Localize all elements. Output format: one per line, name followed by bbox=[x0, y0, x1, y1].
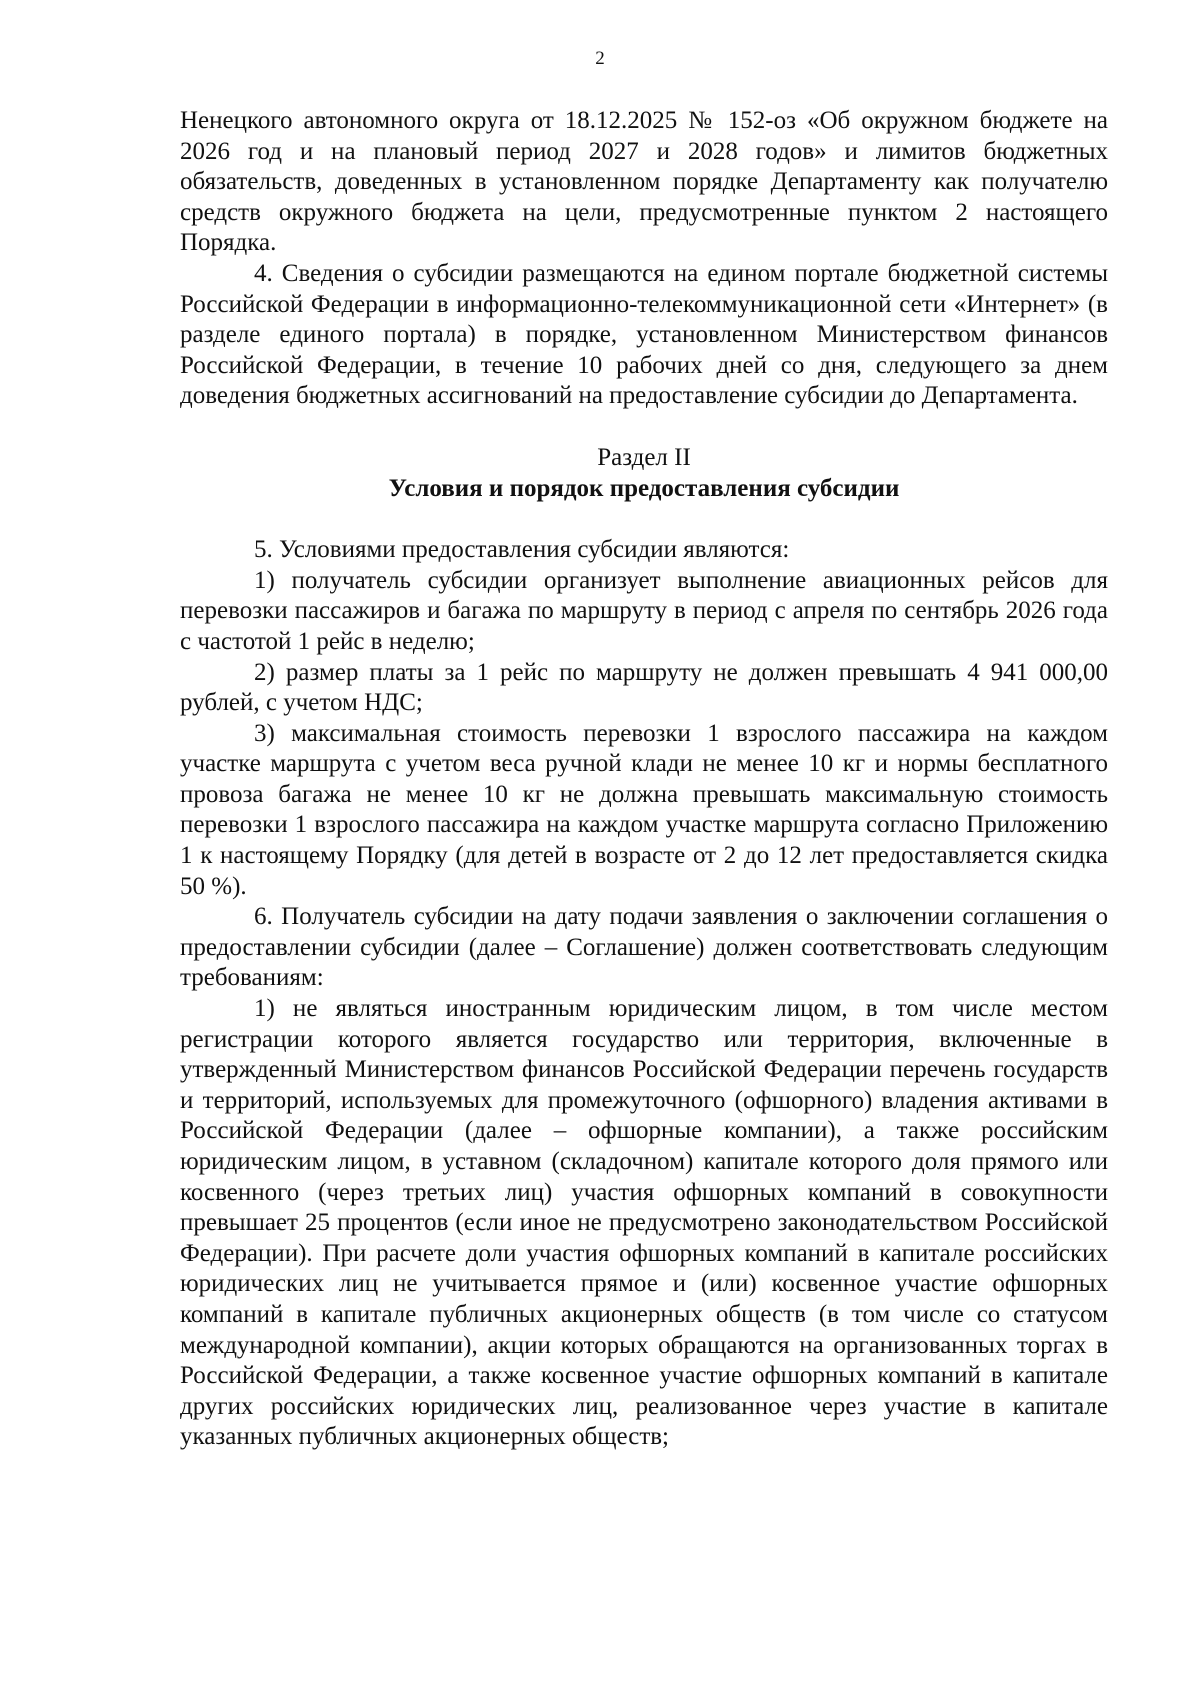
paragraph-item-5-2: 2) размер платы за 1 рейс по маршруту не должен превышать 4 941 000,00 рублей, с учетом НДС; bbox=[180, 658, 1108, 717]
paragraph-item-6-1: 1) не являться иностранным юридическим лицом, в том числе местом регистрации которого является государство или территория, включенные в утвержденный Министерством финансов Российской Федерации перечень государств и территорий, используемых для промежуточного (офшорного) владения активами в Российской Федерации (далее – офшорные компании), а также российским юридическим лицом, в уставном (складочном) капитале которого доля прямого или косвенного (через третьих лиц) участия офшорных компаний в совокупности превышает 25 процентов (если иное не предусмотрено законодательством Российской Федерации). При расчете доли участия офшорных компаний в капитале российских юридических лиц не учитывается прямое и (или) косвенное участие офшорных компаний в капитале публичных акционерных обществ (в том числе со статусом международной компании), акции которых обращаются на организованных торгах в Российской Федерации, а также косвенное участие офшорных компаний в капитале других российских юридических лиц, реализованное через участие в капитале указанных публичных акционерных обществ; bbox=[180, 995, 1108, 1451]
section-label: Раздел II bbox=[597, 443, 691, 471]
paragraph-item-6: 6. Получатель субсидии на дату подачи заявления о заключении соглашения о предоставлении субсидии (далее – Соглашение) должен соответствовать следующим требованиям: bbox=[180, 903, 1108, 992]
document-body bbox=[180, 106, 1108, 1453]
paragraph-budget-continuation: Ненецкого автономного округа от 18.12.2025 № 152-оз «Об окружном бюджете на 2026 год и на плановый период 2027 и 2028 годов» и лимитов бюджетных обязательств, доведенных в установленном порядке Департаменту как получателю средств окружного бюджета на цели, предусмотренные пунктом 2 настоящего Порядка. bbox=[180, 107, 1108, 257]
section-title: Условия и порядок предоставления субсидии bbox=[388, 474, 900, 502]
paragraph-item-4: 4. Сведения о субсидии размещаются на едином портале бюджетной системы Российской Федерации в информационно-телекоммуникационной сети «Интернет» (в разделе единого портала) в порядке, установленном Министерством финансов Российской Федерации, в течение 10 рабочих дней со дня, следующего за днем доведения бюджетных ассигнований на предоставление субсидии до Департамента. bbox=[180, 259, 1108, 410]
paragraph-item-5-1: 1) получатель субсидии организует выполнение авиационных рейсов для перевозки пассажиров и багажа по маршруту в период с апреля по сентябрь 2026 года с частотой 1 рейс в неделю; bbox=[180, 566, 1108, 655]
page-number: 2 bbox=[595, 48, 605, 69]
paragraph-item-5-3: 3) максимальная стоимость перевозки 1 взрослого пассажира на каждом участке маршрута с учетом веса ручной клади не менее 10 кг и нормы бесплатного провоза багажа не менее 10 кг не должна превышать максимальную стоимость перевозки 1 взрослого пассажира на каждом участке маршрута согласно Приложению 1 к настоящему Порядку (для детей в возрасте от 2 до 12 лет предоставляется скидка 50 %). bbox=[180, 719, 1108, 900]
paragraph-item-5: 5. Условиями предоставления субсидии являются: bbox=[254, 536, 790, 564]
